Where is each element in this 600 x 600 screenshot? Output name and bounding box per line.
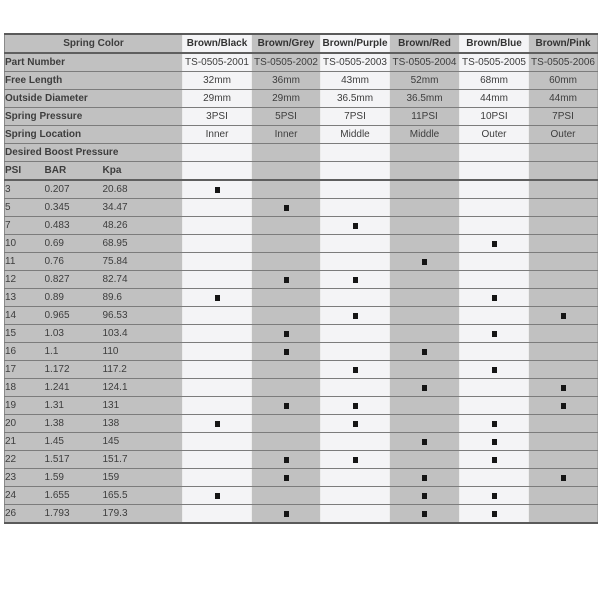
spec-value: 7PSI xyxy=(321,108,390,126)
spec-value: 29mm xyxy=(252,90,321,108)
empty-cell xyxy=(390,361,460,379)
marker-square-icon xyxy=(561,313,566,319)
marker-square-icon xyxy=(561,475,566,481)
spec-value: 3PSI xyxy=(183,108,252,126)
spec-value: 10PSI xyxy=(460,108,529,126)
empty-cell xyxy=(321,433,390,451)
spec-row-label: Outside Diameter xyxy=(5,90,183,108)
marked-cell xyxy=(529,379,598,397)
empty-cell xyxy=(183,397,252,415)
empty-cell xyxy=(460,253,529,271)
empty-cell xyxy=(390,415,460,433)
bar-value: 1.31 xyxy=(45,397,103,415)
empty-cell xyxy=(529,361,598,379)
marked-cell xyxy=(529,307,598,325)
kpa-value: 151.7 xyxy=(103,451,183,469)
empty-cell xyxy=(321,253,390,271)
marker-square-icon xyxy=(353,367,358,373)
marker-square-icon xyxy=(422,493,427,499)
marked-cell xyxy=(252,199,321,217)
empty-cell xyxy=(321,487,390,505)
psi-value: 20 xyxy=(5,415,45,433)
empty-cell xyxy=(529,415,598,433)
kpa-value: 117.2 xyxy=(103,361,183,379)
bar-value: 0.827 xyxy=(45,271,103,289)
marked-cell xyxy=(321,307,390,325)
spec-row-label: Spring Pressure xyxy=(5,108,183,126)
column-header-0: Brown/Black xyxy=(183,34,252,53)
empty-cell xyxy=(183,253,252,271)
psi-value: 22 xyxy=(5,451,45,469)
empty-cell xyxy=(529,144,598,162)
bar-value: 0.345 xyxy=(45,199,103,217)
empty-cell xyxy=(460,343,529,361)
marked-cell xyxy=(252,397,321,415)
empty-cell xyxy=(183,433,252,451)
unit-header-row xyxy=(5,162,598,181)
empty-cell xyxy=(390,289,460,307)
kpa-value: 34.47 xyxy=(103,199,183,217)
empty-cell xyxy=(321,162,390,181)
spec-value: 60mm xyxy=(529,72,598,90)
empty-cell xyxy=(183,325,252,343)
spec-row-label: Spring Location xyxy=(5,126,183,144)
empty-cell xyxy=(529,289,598,307)
spring-rate-table xyxy=(4,33,598,524)
marker-square-icon xyxy=(492,457,497,463)
marker-square-icon xyxy=(284,475,289,481)
boost-row xyxy=(5,505,598,524)
empty-cell xyxy=(390,451,460,469)
empty-cell xyxy=(183,307,252,325)
marker-square-icon xyxy=(215,295,220,301)
kpa-value: 131 xyxy=(103,397,183,415)
spec-value: 29mm xyxy=(183,90,252,108)
boost-row xyxy=(5,469,598,487)
psi-value: 17 xyxy=(5,361,45,379)
empty-cell xyxy=(252,415,321,433)
spec-value: 52mm xyxy=(390,72,460,90)
marker-square-icon xyxy=(422,349,427,355)
empty-cell xyxy=(460,397,529,415)
table-header-row xyxy=(5,34,598,53)
spec-row xyxy=(5,90,598,108)
kpa-value: 75.84 xyxy=(103,253,183,271)
empty-cell xyxy=(529,487,598,505)
marked-cell xyxy=(390,343,460,361)
kpa-value: 124.1 xyxy=(103,379,183,397)
bar-value: 1.517 xyxy=(45,451,103,469)
marked-cell xyxy=(460,433,529,451)
spec-value: Inner xyxy=(183,126,252,144)
marker-square-icon xyxy=(561,385,566,391)
empty-cell xyxy=(252,253,321,271)
marked-cell xyxy=(390,487,460,505)
spec-value: 36mm xyxy=(252,72,321,90)
empty-cell xyxy=(321,289,390,307)
bar-value: 0.69 xyxy=(45,235,103,253)
marker-square-icon xyxy=(284,511,289,517)
marked-cell xyxy=(183,487,252,505)
marker-square-icon xyxy=(492,331,497,337)
boost-row xyxy=(5,217,598,235)
marker-square-icon xyxy=(353,277,358,283)
marker-square-icon xyxy=(284,277,289,283)
psi-value: 7 xyxy=(5,217,45,235)
marker-square-icon xyxy=(353,457,358,463)
marked-cell xyxy=(321,415,390,433)
marked-cell xyxy=(252,469,321,487)
spec-row xyxy=(5,53,598,72)
bar-value: 0.965 xyxy=(45,307,103,325)
marked-cell xyxy=(321,271,390,289)
kpa-value: 138 xyxy=(103,415,183,433)
marker-square-icon xyxy=(422,475,427,481)
empty-cell xyxy=(321,505,390,524)
marker-square-icon xyxy=(284,403,289,409)
kpa-value: 110 xyxy=(103,343,183,361)
empty-cell xyxy=(321,469,390,487)
empty-cell xyxy=(390,144,460,162)
empty-cell xyxy=(252,289,321,307)
kpa-value: 48.26 xyxy=(103,217,183,235)
spec-value: 32mm xyxy=(183,72,252,90)
section-row xyxy=(5,144,598,162)
spec-value: Middle xyxy=(321,126,390,144)
column-header-4: Brown/Blue xyxy=(460,34,529,53)
psi-value: 13 xyxy=(5,289,45,307)
bar-value: 0.483 xyxy=(45,217,103,235)
bar-value: 1.1 xyxy=(45,343,103,361)
empty-cell xyxy=(390,271,460,289)
spec-value: TS-0505-2006 xyxy=(529,53,598,72)
spec-value: 5PSI xyxy=(252,108,321,126)
bar-value: 1.241 xyxy=(45,379,103,397)
marker-square-icon xyxy=(492,493,497,499)
empty-cell xyxy=(529,180,598,199)
empty-cell xyxy=(252,180,321,199)
spec-value: 36.5mm xyxy=(321,90,390,108)
boost-row xyxy=(5,433,598,451)
column-header-3: Brown/Red xyxy=(390,34,460,53)
empty-cell xyxy=(252,307,321,325)
marked-cell xyxy=(252,271,321,289)
empty-cell xyxy=(252,162,321,181)
psi-value: 15 xyxy=(5,325,45,343)
boost-row xyxy=(5,415,598,433)
empty-cell xyxy=(183,361,252,379)
marker-square-icon xyxy=(492,295,497,301)
empty-cell xyxy=(183,217,252,235)
empty-cell xyxy=(390,180,460,199)
empty-cell xyxy=(529,217,598,235)
boost-row xyxy=(5,289,598,307)
marked-cell xyxy=(460,487,529,505)
marked-cell xyxy=(183,415,252,433)
empty-cell xyxy=(252,235,321,253)
spec-value: Middle xyxy=(390,126,460,144)
marker-square-icon xyxy=(353,313,358,319)
psi-value: 12 xyxy=(5,271,45,289)
empty-cell xyxy=(183,505,252,524)
empty-cell xyxy=(460,271,529,289)
kpa-value: 96.53 xyxy=(103,307,183,325)
psi-value: 3 xyxy=(5,180,45,199)
empty-cell xyxy=(321,343,390,361)
marker-square-icon xyxy=(353,403,358,409)
empty-cell xyxy=(321,379,390,397)
boost-row xyxy=(5,253,598,271)
spec-row-label: Free Length xyxy=(5,72,183,90)
marker-square-icon xyxy=(492,439,497,445)
spec-value: 68mm xyxy=(460,72,529,90)
empty-cell xyxy=(183,235,252,253)
empty-cell xyxy=(252,144,321,162)
column-header-5: Brown/Pink xyxy=(529,34,598,53)
spring-color-header: Spring Color xyxy=(5,34,183,53)
empty-cell xyxy=(460,199,529,217)
empty-cell xyxy=(529,505,598,524)
kpa-value: 179.3 xyxy=(103,505,183,524)
empty-cell xyxy=(252,487,321,505)
marker-square-icon xyxy=(284,331,289,337)
marker-square-icon xyxy=(422,439,427,445)
kpa-value: 103.4 xyxy=(103,325,183,343)
empty-cell xyxy=(183,199,252,217)
empty-cell xyxy=(529,199,598,217)
column-header-1: Brown/Grey xyxy=(252,34,321,53)
empty-cell xyxy=(321,180,390,199)
marked-cell xyxy=(460,451,529,469)
spec-value: Inner xyxy=(252,126,321,144)
spec-value: TS-0505-2003 xyxy=(321,53,390,72)
marker-square-icon xyxy=(492,511,497,517)
empty-cell xyxy=(460,217,529,235)
marker-square-icon xyxy=(284,349,289,355)
empty-cell xyxy=(529,162,598,181)
bar-value: 1.03 xyxy=(45,325,103,343)
unit-header-psi: PSI xyxy=(5,162,45,181)
marked-cell xyxy=(252,451,321,469)
empty-cell xyxy=(529,253,598,271)
marker-square-icon xyxy=(422,511,427,517)
empty-cell xyxy=(529,325,598,343)
marked-cell xyxy=(529,469,598,487)
marked-cell xyxy=(460,325,529,343)
marker-square-icon xyxy=(422,259,427,265)
marked-cell xyxy=(252,505,321,524)
marked-cell xyxy=(321,451,390,469)
marked-cell xyxy=(390,505,460,524)
desired-boost-pressure-label: Desired Boost Pressure xyxy=(5,144,183,162)
psi-value: 5 xyxy=(5,199,45,217)
marked-cell xyxy=(460,361,529,379)
marked-cell xyxy=(529,397,598,415)
marker-square-icon xyxy=(492,241,497,247)
bar-value: 1.59 xyxy=(45,469,103,487)
empty-cell xyxy=(183,379,252,397)
empty-cell xyxy=(321,325,390,343)
kpa-value: 20.68 xyxy=(103,180,183,199)
spec-row xyxy=(5,72,598,90)
psi-value: 26 xyxy=(5,505,45,524)
empty-cell xyxy=(529,235,598,253)
marker-square-icon xyxy=(215,493,220,499)
spec-value: 11PSI xyxy=(390,108,460,126)
marked-cell xyxy=(321,361,390,379)
kpa-value: 82.74 xyxy=(103,271,183,289)
empty-cell xyxy=(252,379,321,397)
marked-cell xyxy=(321,397,390,415)
marker-square-icon xyxy=(422,385,427,391)
kpa-value: 145 xyxy=(103,433,183,451)
boost-row xyxy=(5,397,598,415)
spec-row xyxy=(5,108,598,126)
marker-square-icon xyxy=(284,205,289,211)
kpa-value: 89.6 xyxy=(103,289,183,307)
boost-row xyxy=(5,325,598,343)
boost-row xyxy=(5,451,598,469)
empty-cell xyxy=(252,217,321,235)
boost-row xyxy=(5,487,598,505)
spec-value: TS-0505-2004 xyxy=(390,53,460,72)
empty-cell xyxy=(321,144,390,162)
bar-value: 1.655 xyxy=(45,487,103,505)
empty-cell xyxy=(390,235,460,253)
empty-cell xyxy=(390,307,460,325)
empty-cell xyxy=(252,361,321,379)
unit-header-kpa: Kpa xyxy=(103,162,183,181)
empty-cell xyxy=(460,379,529,397)
marker-square-icon xyxy=(492,421,497,427)
psi-value: 24 xyxy=(5,487,45,505)
marked-cell xyxy=(321,217,390,235)
empty-cell xyxy=(183,162,252,181)
column-header-2: Brown/Purple xyxy=(321,34,390,53)
marked-cell xyxy=(460,505,529,524)
marker-square-icon xyxy=(353,223,358,229)
marked-cell xyxy=(390,433,460,451)
boost-row xyxy=(5,379,598,397)
spec-value: 44mm xyxy=(529,90,598,108)
psi-value: 23 xyxy=(5,469,45,487)
bar-value: 1.793 xyxy=(45,505,103,524)
marker-square-icon xyxy=(284,457,289,463)
empty-cell xyxy=(321,199,390,217)
psi-value: 14 xyxy=(5,307,45,325)
empty-cell xyxy=(252,433,321,451)
marked-cell xyxy=(252,325,321,343)
bar-value: 1.45 xyxy=(45,433,103,451)
kpa-value: 165.5 xyxy=(103,487,183,505)
marker-square-icon xyxy=(215,421,220,427)
marked-cell xyxy=(252,343,321,361)
empty-cell xyxy=(529,451,598,469)
psi-value: 11 xyxy=(5,253,45,271)
empty-cell xyxy=(390,199,460,217)
empty-cell xyxy=(183,271,252,289)
boost-row xyxy=(5,271,598,289)
marked-cell xyxy=(460,235,529,253)
marker-square-icon xyxy=(353,421,358,427)
spec-value: TS-0505-2002 xyxy=(252,53,321,72)
spec-value: TS-0505-2005 xyxy=(460,53,529,72)
psi-value: 18 xyxy=(5,379,45,397)
empty-cell xyxy=(390,325,460,343)
marked-cell xyxy=(460,415,529,433)
spec-value: 44mm xyxy=(460,90,529,108)
spec-row xyxy=(5,126,598,144)
bar-value: 1.172 xyxy=(45,361,103,379)
empty-cell xyxy=(460,144,529,162)
marker-square-icon xyxy=(215,187,220,193)
empty-cell xyxy=(529,271,598,289)
spec-value: TS-0505-2001 xyxy=(183,53,252,72)
kpa-value: 159 xyxy=(103,469,183,487)
empty-cell xyxy=(390,217,460,235)
empty-cell xyxy=(183,343,252,361)
marked-cell xyxy=(183,289,252,307)
bar-value: 0.76 xyxy=(45,253,103,271)
spec-row-label: Part Number xyxy=(5,53,183,72)
empty-cell xyxy=(460,307,529,325)
marker-square-icon xyxy=(561,403,566,409)
empty-cell xyxy=(390,397,460,415)
marker-square-icon xyxy=(492,367,497,373)
bar-value: 0.207 xyxy=(45,180,103,199)
empty-cell xyxy=(390,162,460,181)
empty-cell xyxy=(183,451,252,469)
boost-row xyxy=(5,343,598,361)
marked-cell xyxy=(390,379,460,397)
psi-value: 16 xyxy=(5,343,45,361)
psi-value: 10 xyxy=(5,235,45,253)
spec-value: Outer xyxy=(460,126,529,144)
spec-value: 7PSI xyxy=(529,108,598,126)
boost-row xyxy=(5,307,598,325)
empty-cell xyxy=(183,144,252,162)
boost-row xyxy=(5,235,598,253)
empty-cell xyxy=(529,433,598,451)
empty-cell xyxy=(321,235,390,253)
boost-row xyxy=(5,180,598,199)
empty-cell xyxy=(183,469,252,487)
psi-value: 19 xyxy=(5,397,45,415)
empty-cell xyxy=(529,343,598,361)
boost-row xyxy=(5,199,598,217)
spec-value: Outer xyxy=(529,126,598,144)
bar-value: 0.89 xyxy=(45,289,103,307)
spec-value: 43mm xyxy=(321,72,390,90)
kpa-value: 68.95 xyxy=(103,235,183,253)
spring-spec-table-container xyxy=(4,33,598,524)
marked-cell xyxy=(460,289,529,307)
unit-header-bar: BAR xyxy=(45,162,103,181)
empty-cell xyxy=(460,162,529,181)
spec-value: 36.5mm xyxy=(390,90,460,108)
psi-value: 21 xyxy=(5,433,45,451)
empty-cell xyxy=(460,180,529,199)
marked-cell xyxy=(390,469,460,487)
bar-value: 1.38 xyxy=(45,415,103,433)
marked-cell xyxy=(183,180,252,199)
marked-cell xyxy=(390,253,460,271)
empty-cell xyxy=(460,469,529,487)
boost-row xyxy=(5,361,598,379)
